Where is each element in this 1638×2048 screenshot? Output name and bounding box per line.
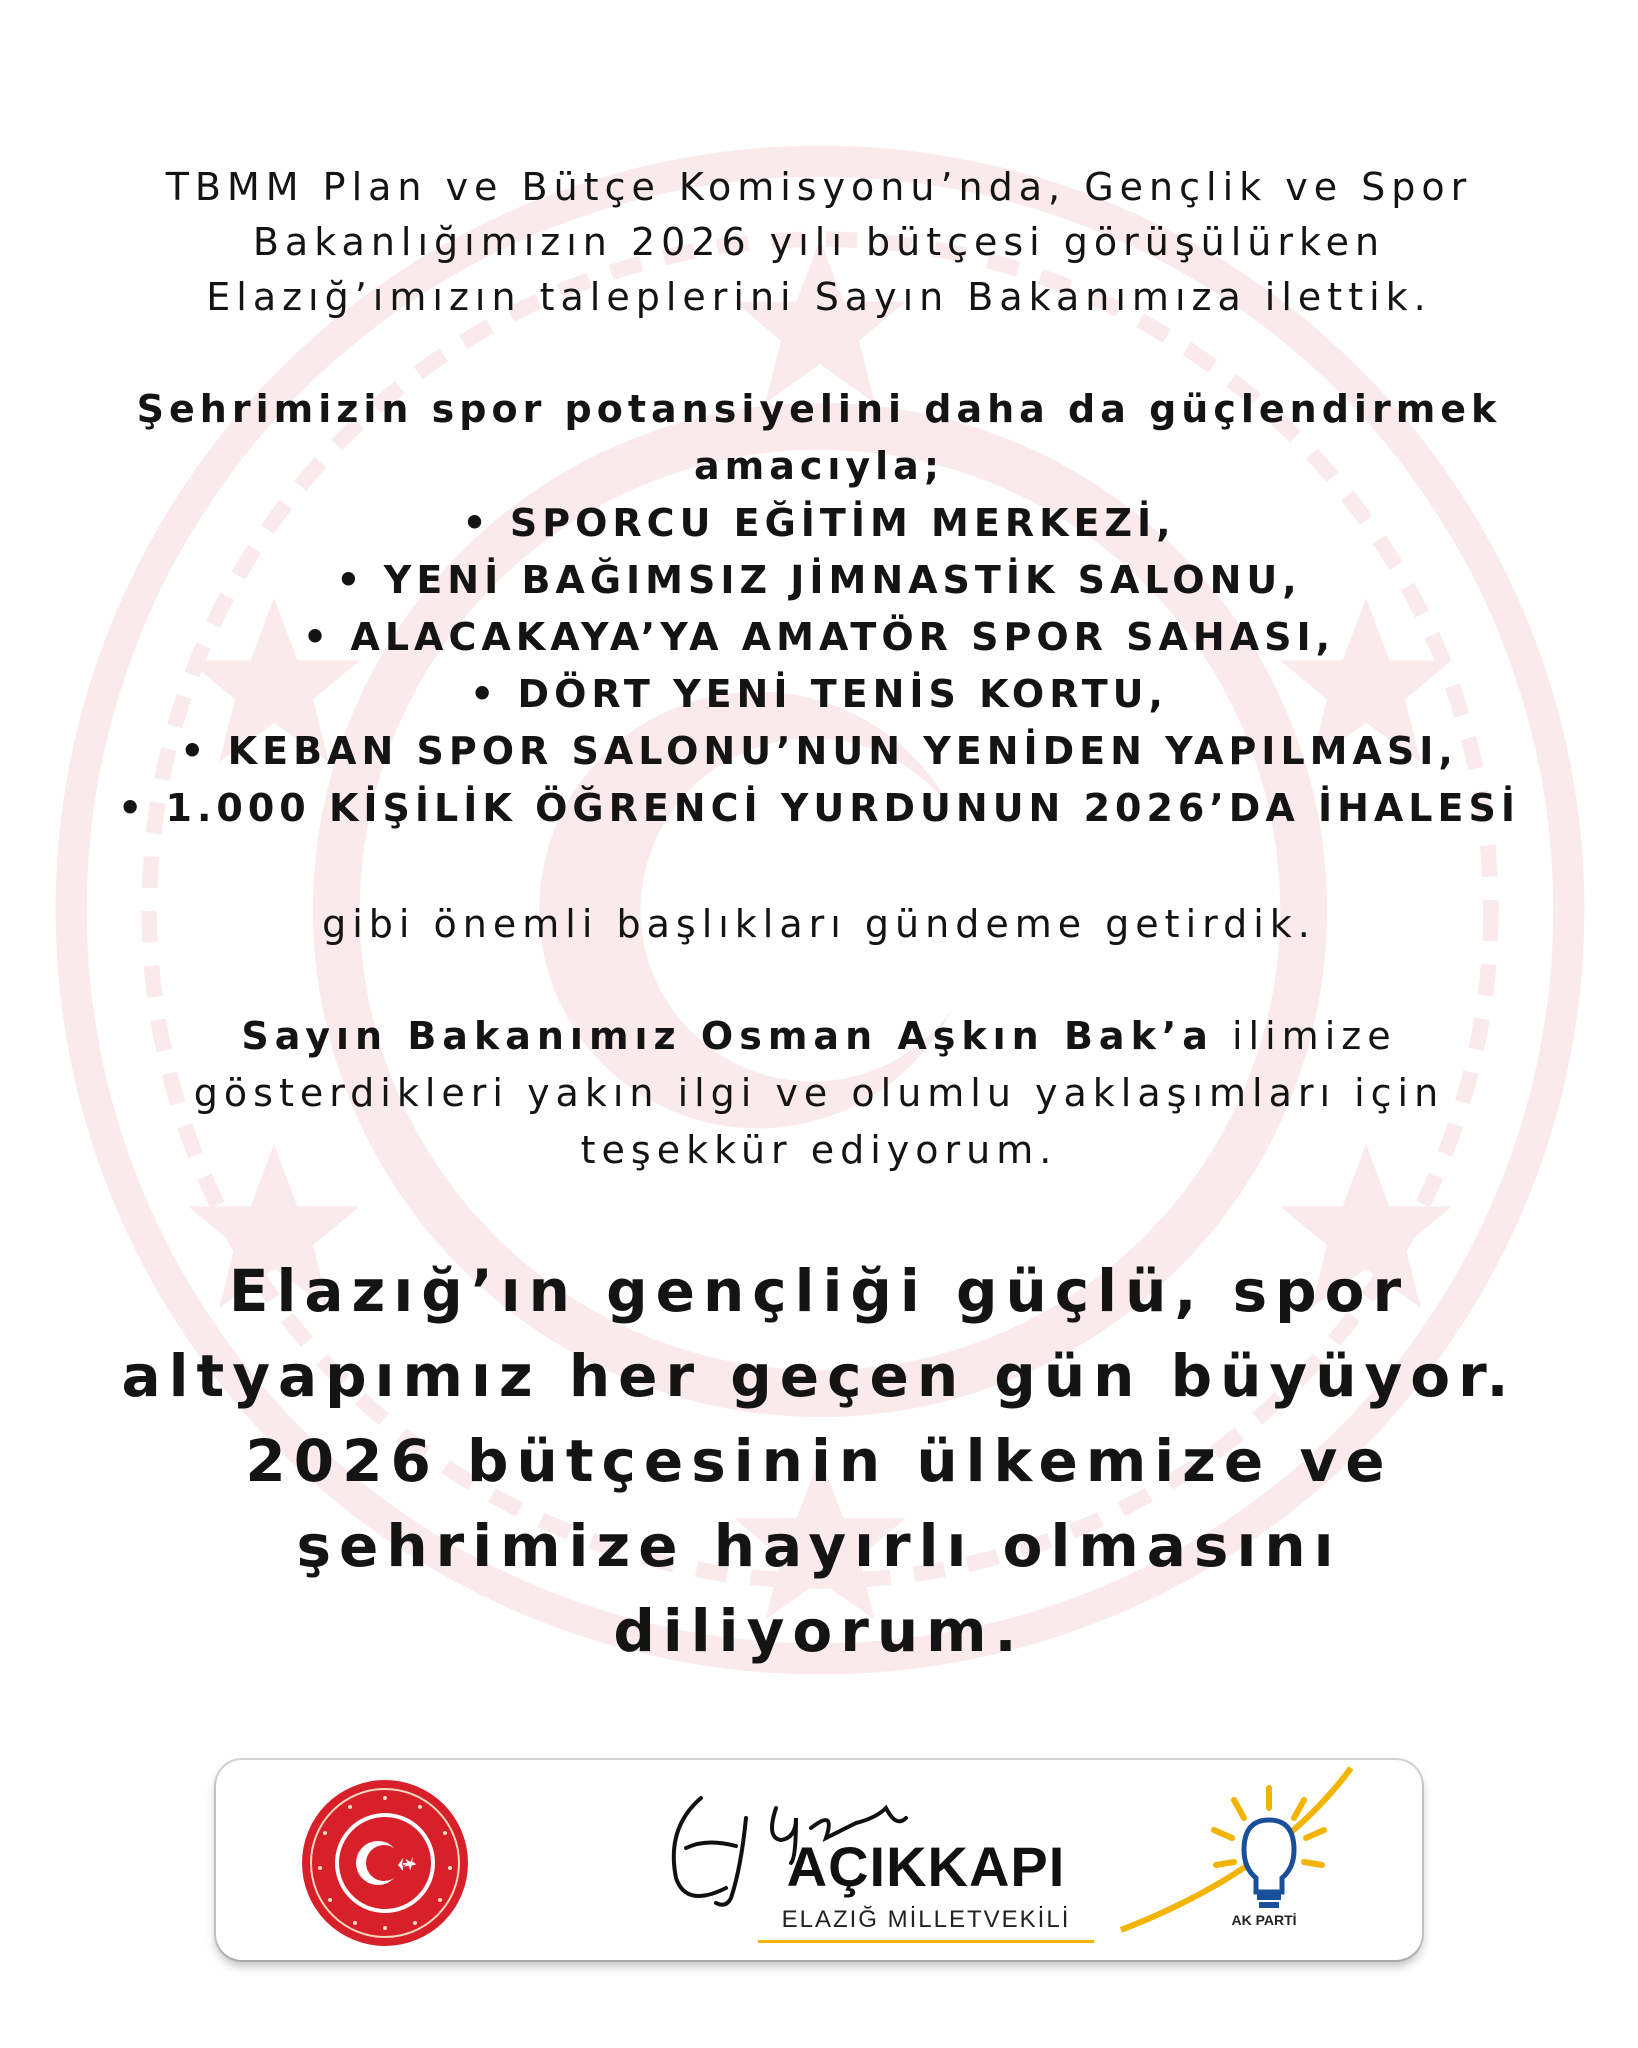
title-underline — [758, 1940, 1094, 1943]
intro-paragraph — [60, 160, 1578, 325]
intro-line: TBMM Plan ve Bütçe Komisyonu’nda, Gençlik ve Spor — [165, 165, 1473, 209]
closing-line: Elazığ’ın gençliği güçlü, spor — [228, 1257, 1410, 1325]
ak-parti-bulb-icon — [1204, 1780, 1334, 1930]
closing-message — [60, 1249, 1578, 1674]
thanks-text: ilimize — [1213, 1014, 1397, 1058]
request-list — [60, 495, 1578, 837]
thanks-paragraph — [60, 1008, 1578, 1179]
thanks-text: gösterdikleri yakın ilgi ve olumlu yaklaşımları için — [193, 1071, 1445, 1115]
lead-line: Şehrimizin spor potansiyelini daha da güçlendirmek — [136, 387, 1502, 431]
intro-line: Elazığ’ımızın taleplerini Sayın Bakanımıza ilettik. — [206, 275, 1432, 319]
thanks-text: teşekkür ediyorum. — [580, 1128, 1058, 1172]
minister-name: Sayın Bakanımız Osman Aşkın Bak’a — [241, 1014, 1214, 1058]
lead-paragraph — [60, 381, 1578, 495]
list-item: • SPORCU EĞİTİM MERKEZİ, — [462, 501, 1176, 545]
signature-card — [216, 1760, 1422, 1960]
tbmm-seal-icon — [300, 1778, 470, 1948]
mp-title: ELAZIĞ MİLLETVEKİLİ — [781, 1906, 1071, 1933]
closing-line: diliyorum. — [613, 1597, 1025, 1665]
list-item: • YENİ BAĞIMSIZ JİMNASTİK SALONU, — [336, 558, 1302, 602]
mention-text: gibi önemli başlıkları gündeme getirdik. — [322, 902, 1316, 946]
closing-line: altyapımız her geçen gün büyüyor. — [121, 1342, 1517, 1410]
list-item: • 1.000 KİŞİLİK ÖĞRENCİ YURDUNUN 2026’DA İHALESİ — [118, 786, 1520, 830]
intro-line: Bakanlığımızın 2026 yılı bütçesi görüşülürken — [252, 220, 1386, 264]
list-item: • DÖRT YENİ TENİS KORTU, — [470, 672, 1168, 716]
mp-name: AÇIKKAPI — [786, 1835, 1066, 1898]
lead-line: amacıyla; — [693, 444, 945, 488]
closing-line: şehrimize hayırlı olmasını — [296, 1512, 1342, 1580]
list-item: • KEBAN SPOR SALONU’NUN YENİDEN YAPILMASI, — [180, 729, 1458, 773]
post-content — [60, 160, 1578, 1674]
list-item: • ALACAKAYA’YA AMATÖR SPOR SAHASI, — [302, 615, 1336, 659]
party-name: AK PARTİ — [1231, 1912, 1297, 1928]
closing-line: 2026 bütçesinin ülkemize ve — [245, 1427, 1393, 1495]
